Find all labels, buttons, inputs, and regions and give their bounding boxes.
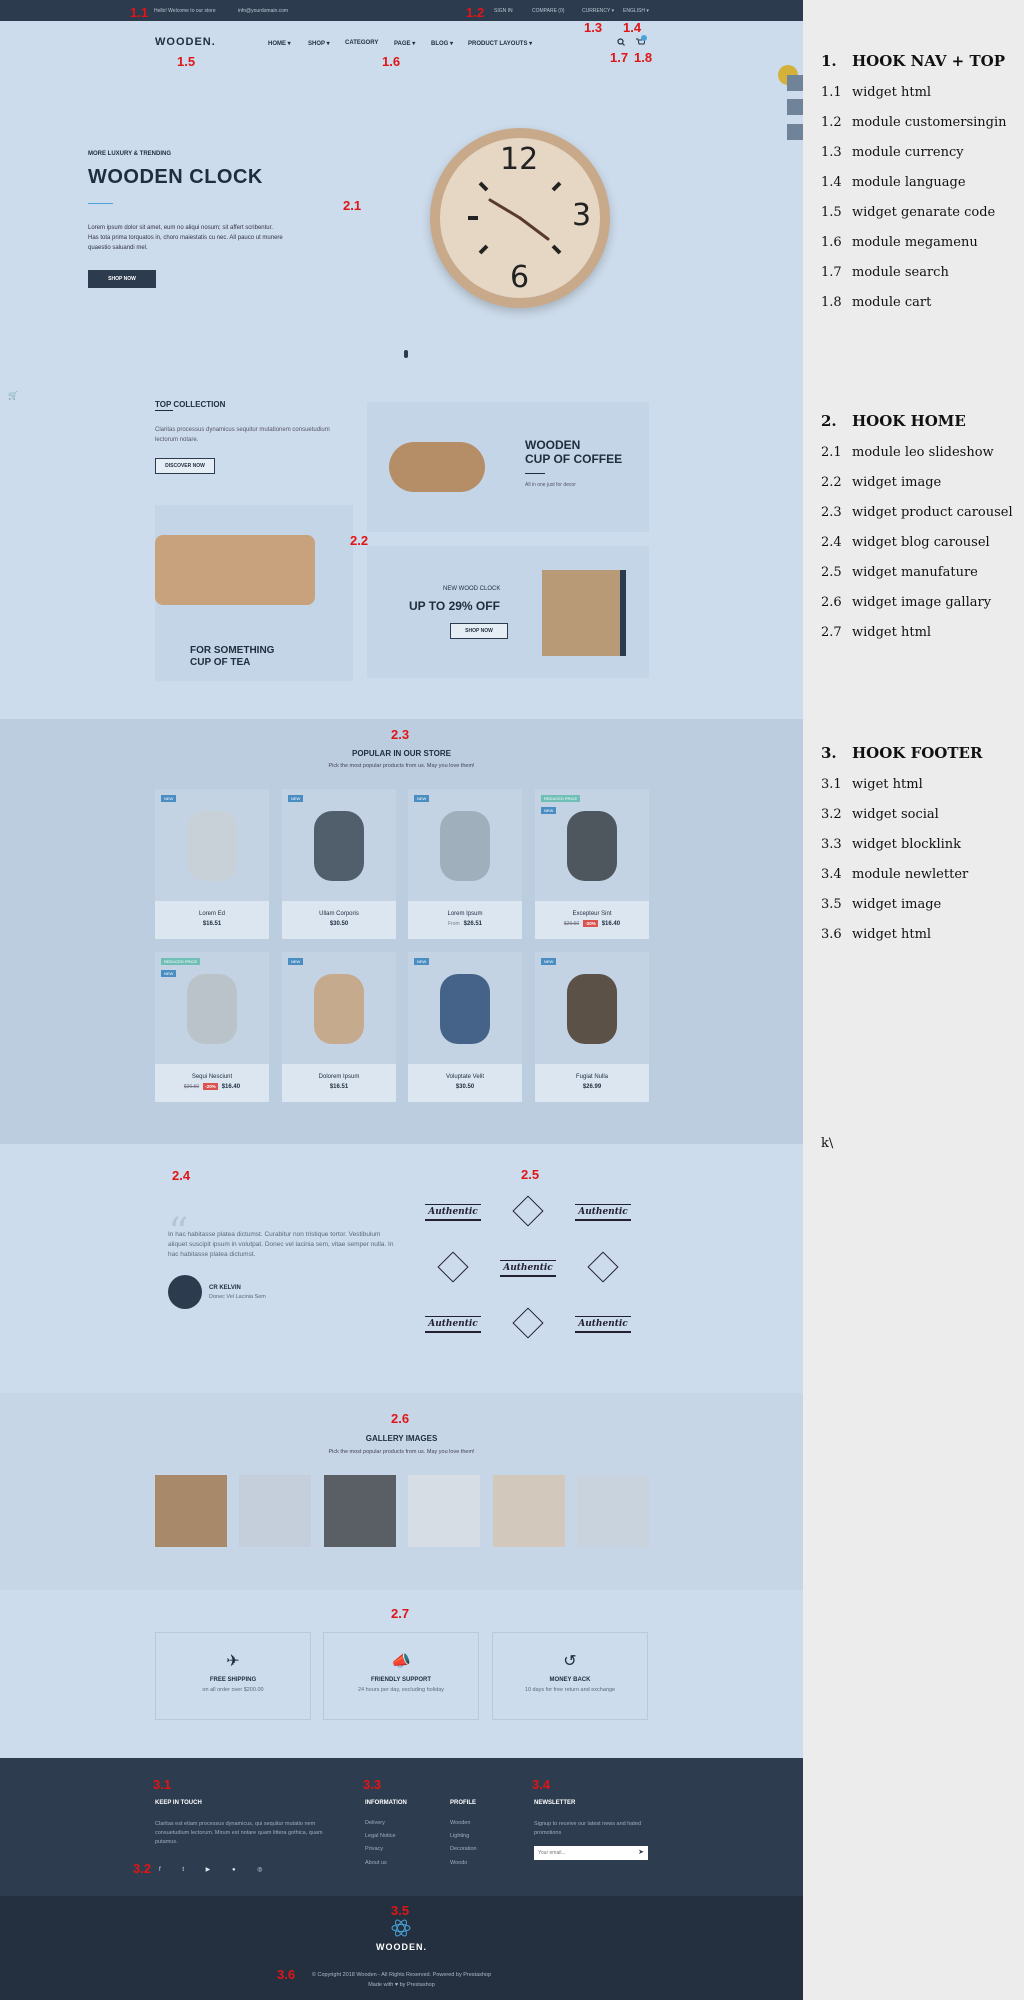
profile-link[interactable]: Wooden: [450, 1820, 471, 1826]
annotation-label: 2.7: [391, 1606, 410, 1621]
legend-item-label: widget html: [852, 85, 932, 100]
legend-item-label: widget image gallary: [852, 595, 992, 610]
product-name[interactable]: Sequi Nesciunt: [191, 1074, 233, 1080]
newsletter-text: Signup to receive our latest news and hated promotions: [534, 1821, 642, 1836]
new-badge: NEW: [288, 958, 303, 965]
slider-dot[interactable]: [404, 350, 408, 358]
testimonial-name: CR KELVIN: [209, 1285, 241, 1291]
email-link[interactable]: info@yourdomain.com: [238, 8, 289, 14]
feature-text: 10 days for free return and exchange: [524, 1687, 616, 1693]
new-badge: NEW: [541, 958, 556, 965]
legend-item-number: 2.7: [821, 625, 842, 640]
hero-title: WOODEN CLOCK: [88, 166, 263, 188]
legend-item-label: module search: [852, 265, 949, 280]
feature-text: 24 hours per day, excluding holiday: [357, 1687, 445, 1693]
made-with-text: Made with ♥ by Prestashop: [368, 1982, 435, 1988]
coffee-divider: [525, 473, 545, 474]
product-price: $16.40: [601, 921, 621, 927]
feature-money-back: [492, 1632, 648, 1720]
product-name[interactable]: Voluptate Velit: [445, 1074, 485, 1080]
legend-item-number: 1.2: [821, 115, 842, 130]
product-info: [282, 901, 396, 939]
popular-subtitle: Pick the most popular products from us. May you love them!: [328, 763, 475, 769]
product-name[interactable]: Fugiat Nulla: [575, 1074, 608, 1080]
legend-item-number: 2.5: [821, 565, 842, 580]
cart-count-badge: [641, 35, 647, 41]
legend-item-label: module megamenu: [852, 235, 978, 250]
popular-title: POPULAR IN OUR STORE: [352, 749, 451, 758]
newsletter-title: NEWSLETTER: [534, 1800, 576, 1806]
clock-image: [430, 128, 610, 308]
gallery-image-1[interactable]: [155, 1475, 227, 1547]
brand-label: Authentic: [425, 1316, 481, 1333]
product-price: $16.40: [221, 1084, 241, 1090]
coffee-subtitle: All in one just for decor: [525, 482, 576, 488]
annotation-label: 1.1: [130, 5, 149, 20]
clock-number-6: 6: [510, 260, 530, 295]
info-link[interactable]: Privacy: [365, 1846, 384, 1852]
nav-product-layouts[interactable]: PRODUCT LAYOUTS ▾: [468, 41, 533, 47]
legend-item-number: 1.8: [821, 295, 842, 310]
social-icons[interactable]: f t ▶ ● ◎: [159, 1867, 273, 1873]
brand-logo[interactable]: [568, 1246, 638, 1296]
brand-label: Authentic: [575, 1204, 631, 1221]
legend-item-number: 2.6: [821, 595, 842, 610]
hero-divider: [88, 203, 113, 204]
product-price: $26.99: [582, 1084, 602, 1090]
gallery-image-5[interactable]: [493, 1475, 565, 1547]
feature-title: FREE SHIPPING: [209, 1677, 257, 1683]
product-card[interactable]: [155, 789, 269, 939]
product-card[interactable]: [535, 789, 649, 939]
legend-item-number: 1.6: [821, 235, 842, 250]
legend-section-number: 1.: [821, 52, 837, 70]
welcome-text: Hello! Welcome to our store: [154, 8, 216, 14]
footer: [0, 1758, 803, 1896]
legend-stray-text: k\: [821, 1136, 834, 1151]
square-clock-image: [542, 570, 620, 656]
tea-title-1: FOR SOMETHING: [190, 645, 275, 656]
legend-section-number: 2.: [821, 412, 837, 430]
product-photo: [567, 974, 617, 1044]
annotation-label: 3.6: [277, 1967, 296, 1982]
legend-item-number: 3.1: [821, 777, 842, 792]
product-card[interactable]: [535, 952, 649, 1102]
hero-text: Lorem ipsum dolor sit amet, eum no aliqui nosum; sit affert scribentur. Has tota prima torquatos in, choro maiestatis cu nec. All pauco ut munere quaestio saluandi mel.: [88, 225, 283, 251]
product-price: $30.50: [329, 921, 349, 927]
reduced-price-badge: REDUCED PRICE: [541, 795, 580, 802]
coffee-cup-image: [389, 442, 485, 492]
paper-plane-icon: ✈: [226, 1653, 240, 1670]
annotation-label: 2.4: [172, 1168, 191, 1183]
keep-text: Claritas est etiam processus dynamicus, qui sequitur mutatio nem consuetudium lectorum. Mirum est notare quam littera gothica, quam putamus.: [155, 1821, 323, 1845]
tea-title-2: CUP OF TEA: [190, 657, 251, 668]
annotation-label: 2.2: [350, 533, 369, 548]
product-discount: -20%: [205, 1084, 216, 1089]
info-link[interactable]: Delivery: [365, 1820, 385, 1826]
product-card[interactable]: [408, 789, 522, 939]
product-info: [535, 901, 649, 939]
new-badge: NEW: [541, 807, 556, 814]
product-image[interactable]: [155, 952, 269, 1064]
new-badge: NEW: [414, 958, 429, 965]
product-price: $16.51: [202, 921, 222, 927]
product-price: $30.50: [455, 1084, 475, 1090]
clock-face: [440, 138, 600, 298]
nav-shop[interactable]: SHOP ▾: [308, 41, 330, 47]
legend-item-label: widget genarate code: [852, 205, 996, 220]
product-card[interactable]: [155, 952, 269, 1102]
newsletter-send-icon[interactable]: ➤: [634, 1846, 648, 1860]
annotation-label: 3.2: [133, 1861, 152, 1876]
product-price-row: [408, 1084, 522, 1090]
promo-small-text: NEW WOOD CLOCK: [443, 586, 501, 592]
product-photo: [314, 974, 364, 1044]
new-badge: NEW: [161, 970, 176, 977]
brand-logo[interactable]: [418, 1246, 488, 1296]
testimonial-role: Donec Vel Lacinia Sem: [209, 1294, 266, 1300]
product-image[interactable]: [535, 789, 649, 901]
profile-link[interactable]: Woodo: [450, 1860, 468, 1866]
product-name[interactable]: Dolorem Ipsum: [318, 1074, 360, 1080]
legend-item-label: widget html: [852, 927, 932, 942]
nav-home[interactable]: HOME ▾: [268, 41, 291, 47]
product-price-row: [155, 921, 269, 927]
gallery-image-6[interactable]: [577, 1475, 649, 1547]
annotation-label: 1.4: [623, 20, 642, 35]
product-photo: [314, 811, 364, 881]
site-logo[interactable]: WOODEN.: [155, 36, 216, 48]
compare-link[interactable]: COMPARE (0): [532, 8, 565, 14]
product-image[interactable]: [408, 789, 522, 901]
legend-item-label: widget blocklink: [852, 837, 962, 852]
collection-underline: [155, 410, 173, 411]
brand-logo[interactable]: [418, 1302, 488, 1352]
megaphone-icon: 📣: [391, 1653, 411, 1670]
legend-item-number: 2.2: [821, 475, 842, 490]
atom-logo-icon: [391, 1918, 411, 1938]
legend-item-label: widget image: [852, 475, 942, 490]
product-photo: [440, 974, 490, 1044]
legend-item-label: widget image: [852, 897, 942, 912]
product-name[interactable]: Lorem Ipsum: [447, 911, 483, 917]
legend-item-label: module customersingin: [852, 115, 1007, 130]
product-price-row: [535, 921, 649, 927]
clock-promo-banner[interactable]: [367, 546, 649, 678]
signin-link[interactable]: SIGN IN: [494, 8, 513, 14]
brand-logo[interactable]: [568, 1190, 638, 1240]
product-old-price: From: [447, 921, 460, 927]
product-info: [408, 1064, 522, 1102]
product-price-row: [535, 1084, 649, 1090]
feature-support: [323, 1632, 479, 1720]
testimonial-avatar: [168, 1275, 202, 1309]
legend-section-title: HOOK HOME: [852, 412, 966, 430]
copyright-text: © Copyright 2018 Wooden - All Rights Reserved. Powered by Prestashop: [311, 1972, 492, 1978]
legend-item-label: wiget html: [852, 777, 923, 792]
feature-text: on all order over $200.00: [202, 1687, 264, 1693]
product-info: [282, 1064, 396, 1102]
product-image[interactable]: [535, 952, 649, 1064]
discover-button[interactable]: DISCOVER NOW: [155, 458, 215, 474]
clock-hands: [440, 138, 600, 298]
annotation-label: 2.3: [391, 727, 410, 742]
product-image[interactable]: [408, 952, 522, 1064]
legend-panel: [803, 0, 1024, 2000]
reduced-price-badge: REDUCED PRICE: [161, 958, 200, 965]
product-name[interactable]: Ullam Corporis: [319, 911, 359, 917]
brand-logo[interactable]: [568, 1302, 638, 1352]
product-old-price: $20.50: [563, 921, 580, 927]
product-card[interactable]: [408, 952, 522, 1102]
coffee-title-2: CUP OF COFFEE: [525, 452, 623, 466]
legend-item-number: 2.1: [821, 445, 842, 460]
legend-item-number: 1.5: [821, 205, 842, 220]
product-image[interactable]: [282, 789, 396, 901]
annotation-label: 3.1: [153, 1777, 172, 1792]
gallery-image-4[interactable]: [408, 1475, 480, 1547]
product-info: [535, 1064, 649, 1102]
currency-dropdown[interactable]: CURRENCY ▾: [582, 8, 615, 14]
clock-number-3: 3: [572, 198, 592, 233]
product-name[interactable]: Lorem Ed: [198, 911, 225, 917]
annotation-label: 2.5: [521, 1167, 540, 1182]
product-price-row: [408, 921, 522, 927]
legend-item-number: 1.3: [821, 145, 842, 160]
legend-item-label: widget html: [852, 625, 932, 640]
legend-section-number: 3.: [821, 744, 837, 762]
hero-eyebrow: MORE LUXURY & TRENDING: [88, 151, 172, 157]
legend-section-title: HOOK NAV + TOP: [852, 52, 1005, 70]
quote-mark: “: [168, 1210, 189, 1256]
hero-slider: [0, 63, 803, 371]
coffee-banner[interactable]: [367, 402, 649, 532]
product-photo: [567, 811, 617, 881]
feature-shipping: [155, 1632, 311, 1720]
brand-logo[interactable]: [493, 1246, 563, 1296]
legend-section-title: HOOK FOOTER: [852, 744, 983, 762]
collection-text: Claritas processus dynamicus sequitur mutationem consuetudium lectorum notare.: [155, 427, 330, 443]
legend-item-number: 3.4: [821, 867, 842, 882]
product-price-row: [282, 921, 396, 927]
product-price-row: [282, 1084, 396, 1090]
annotation-label: 3.3: [363, 1777, 382, 1792]
info-link[interactable]: Legal Notice: [365, 1833, 396, 1839]
legend-item-label: widget manufature: [852, 565, 978, 580]
brand-diamond: [512, 1307, 543, 1338]
annotation-label: 1.8: [634, 50, 653, 65]
product-photo: [440, 811, 490, 881]
promo-shop-button[interactable]: SHOP NOW: [450, 623, 508, 639]
legend-item-number: 1.7: [821, 265, 842, 280]
annotation-label: 1.5: [177, 54, 196, 69]
brand-diamond: [587, 1251, 618, 1282]
nav-category[interactable]: CATEGORY: [345, 40, 379, 46]
gallery-image-3[interactable]: [324, 1475, 396, 1547]
legend-item-number: 1.1: [821, 85, 842, 100]
info-link[interactable]: About us: [365, 1860, 387, 1866]
product-card[interactable]: [282, 789, 396, 939]
legend-item-label: module language: [852, 175, 966, 190]
product-image[interactable]: [155, 789, 269, 901]
annotation-label: 2.6: [391, 1411, 410, 1426]
search-icon[interactable]: [617, 38, 625, 46]
profile-title: PROFILE: [450, 1800, 477, 1806]
legend-item-label: widget social: [852, 807, 939, 822]
brand-label: Authentic: [425, 1204, 481, 1221]
product-photo: [187, 974, 237, 1044]
product-info: [155, 1064, 269, 1102]
legend-item-number: 3.5: [821, 897, 842, 912]
legend-item-label: widget product carousel: [852, 505, 1013, 520]
legend-item-number: 1.4: [821, 175, 842, 190]
clock-number-12: 12: [500, 142, 539, 177]
legend-item-number: 2.4: [821, 535, 842, 550]
coffee-title-1: WOODEN: [525, 438, 581, 452]
annotation-label: 1.7: [610, 50, 629, 65]
floating-cart-icon[interactable]: 🛒: [8, 391, 18, 400]
legend-item-label: module currency: [852, 145, 964, 160]
legend-item-label: module cart: [852, 295, 932, 310]
annotation-label: 1.6: [382, 54, 401, 69]
top-bar: [0, 0, 803, 21]
legend-item-label: module leo slideshow: [852, 445, 994, 460]
product-info: [408, 901, 522, 939]
annotation-label: 1.2: [466, 5, 485, 20]
brand-logo[interactable]: [493, 1302, 563, 1352]
brand-label: Authentic: [575, 1316, 631, 1333]
refresh-icon: ↺: [563, 1653, 577, 1670]
annotation-label: 1.3: [584, 20, 603, 35]
tea-banner[interactable]: [155, 505, 353, 681]
product-photo: [187, 811, 237, 881]
brand-logo[interactable]: [418, 1190, 488, 1240]
product-price-row: [155, 1084, 269, 1090]
nav-blog[interactable]: BLOG ▾: [431, 41, 454, 47]
product-image[interactable]: [282, 952, 396, 1064]
legend-item-number: 3.3: [821, 837, 842, 852]
legend-item-number: 3.2: [821, 807, 842, 822]
profile-link[interactable]: Lighting: [450, 1833, 470, 1839]
testimonial-quote: In hac habitasse platea dictumst. Curabitur non tristique tortor. Vestibulum aliquet suscipit ipsum in volutpat. Donec vel lacinia sem, vitae semper nulla. In hac habitasse platea dictumst.: [168, 1231, 394, 1258]
gallery-image-2[interactable]: [239, 1475, 311, 1547]
brand-logo[interactable]: [493, 1190, 563, 1240]
annotation-label: 3.4: [532, 1777, 551, 1792]
product-old-price: $20.50: [183, 1084, 200, 1090]
keep-title: KEEP IN TOUCH: [155, 1800, 202, 1806]
side-settings-icon[interactable]: [787, 75, 803, 91]
side-layout-icon[interactable]: [787, 99, 803, 115]
gallery-title: GALLERY IMAGES: [365, 1434, 438, 1443]
feature-title: FRIENDLY SUPPORT: [370, 1677, 431, 1683]
legend-item-number: 2.3: [821, 505, 842, 520]
newsletter-email-input[interactable]: [534, 1846, 634, 1860]
new-badge: NEW: [161, 795, 176, 802]
language-dropdown[interactable]: ENGLISH ▾: [623, 8, 649, 14]
brand-label: Authentic: [500, 1260, 556, 1277]
product-card[interactable]: [282, 952, 396, 1102]
hero-shop-button[interactable]: SHOP NOW: [88, 270, 156, 288]
popular-section: [0, 719, 803, 1144]
product-price: $26.51: [463, 921, 483, 927]
tea-cups-image: [155, 535, 315, 605]
feature-title: MONEY BACK: [549, 1677, 591, 1683]
new-badge: NEW: [288, 795, 303, 802]
product-price: $16.51: [329, 1084, 349, 1090]
promo-big-text: UP TO 29% OFF: [409, 599, 500, 613]
gallery-subtitle: Pick the most popular products from us. May you love them!: [328, 1449, 475, 1455]
brand-diamond: [437, 1251, 468, 1282]
new-badge: NEW: [414, 795, 429, 802]
annotation-label: 3.5: [391, 1903, 410, 1918]
footer-logo: WOODEN.: [376, 1942, 427, 1952]
legend-item-label: widget blog carousel: [852, 535, 990, 550]
legend-item-label: module newletter: [852, 867, 969, 882]
annotation-label: 2.1: [343, 198, 362, 213]
info-title: INFORMATION: [365, 1800, 407, 1806]
side-contrast-icon[interactable]: [787, 124, 803, 140]
product-info: [155, 901, 269, 939]
profile-link[interactable]: Decoration: [450, 1846, 477, 1852]
nav-page[interactable]: PAGE ▾: [394, 41, 416, 47]
product-discount: -20%: [585, 921, 596, 926]
legend-item-number: 3.6: [821, 927, 842, 942]
product-name[interactable]: Excepteur Sint: [572, 911, 612, 917]
brand-diamond: [512, 1195, 543, 1226]
collection-title: TOP COLLECTION: [155, 400, 226, 409]
